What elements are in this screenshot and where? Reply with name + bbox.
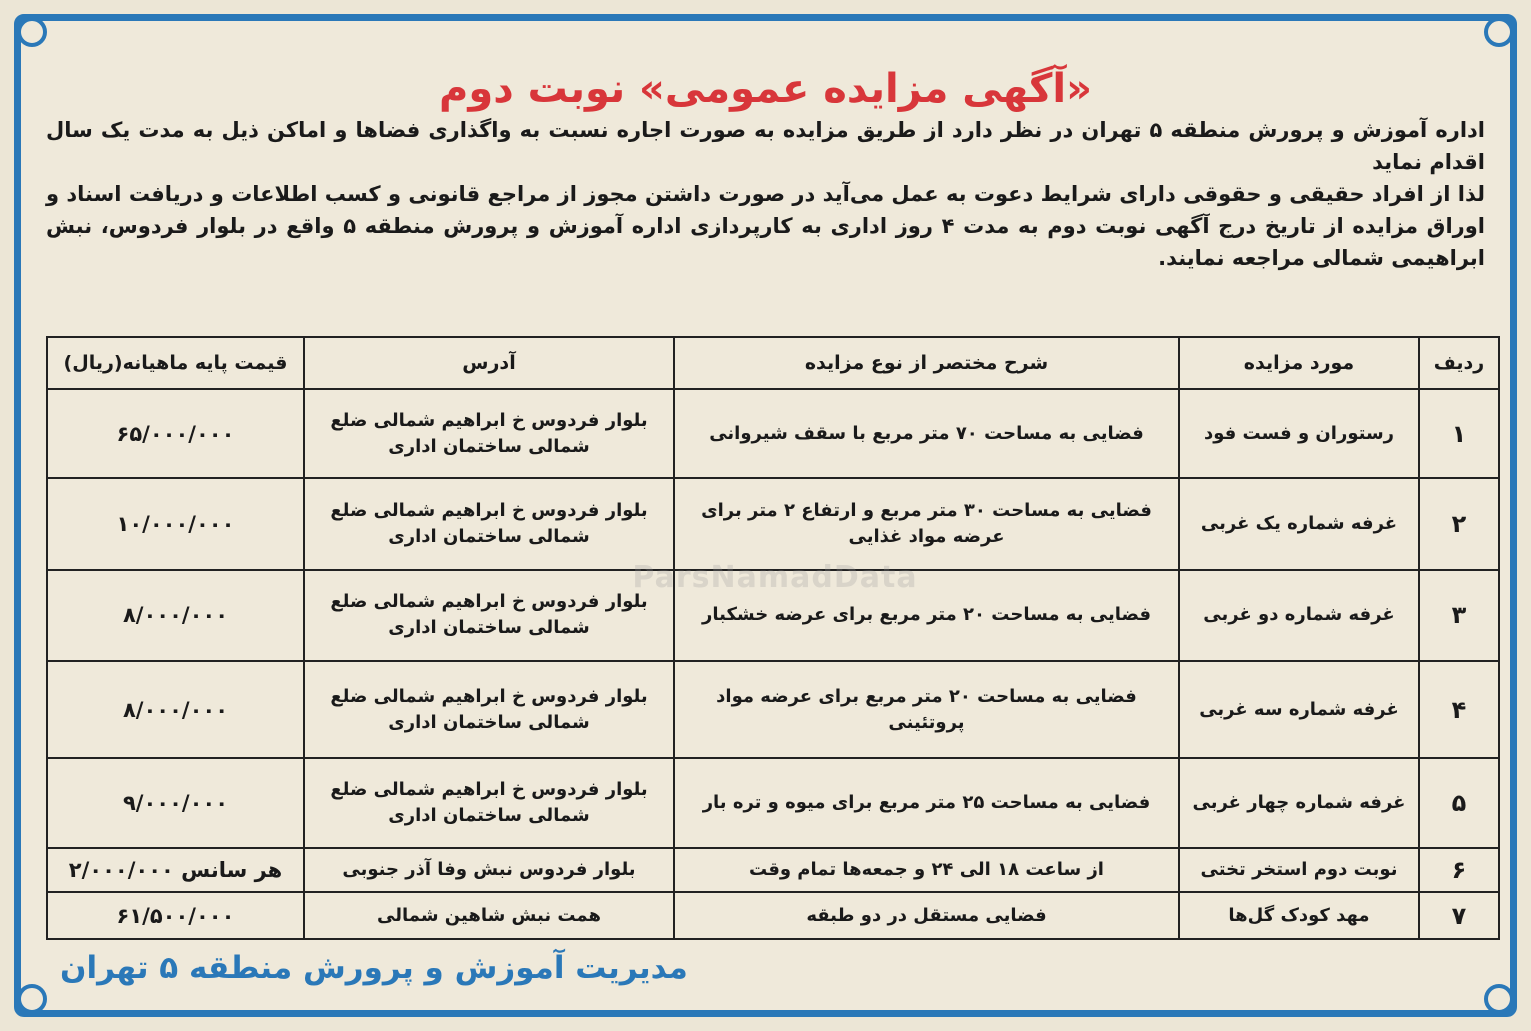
cell-address: همت نبش شاهین شمالی xyxy=(304,892,674,939)
cell-address: بلوار فردوس خ ابراهیم شمالی ضلع شمالی ساختمان اداری xyxy=(304,661,674,759)
table-row xyxy=(47,389,1499,478)
cell-description: فضایی به مساحت ۳۰ متر مربع و ارتفاع ۲ متر برای عرضه مواد غذایی xyxy=(674,478,1179,569)
cell-address: بلوار فردوس خ ابراهیم شمالی ضلع شمالی ساختمان اداری xyxy=(304,478,674,569)
cell-subject: غرفه شماره یک غربی xyxy=(1179,478,1419,569)
cell-price: ۱۰/۰۰۰/۰۰۰ xyxy=(47,478,304,569)
issuer-signature: مدیریت آموزش و پرورش منطقه ۵ تهران xyxy=(60,950,688,986)
frame-corner-ornament xyxy=(17,984,47,1014)
header-price: قیمت پایه ماهیانه(ریال) xyxy=(47,337,304,389)
table-row xyxy=(47,892,1499,939)
cell-price: ۹/۰۰۰/۰۰۰ xyxy=(47,758,304,847)
cell-subject: غرفه شماره دو غربی xyxy=(1179,570,1419,661)
table-row xyxy=(47,758,1499,847)
cell-price: ۶۵/۰۰۰/۰۰۰ xyxy=(47,389,304,478)
cell-subject: نوبت دوم استخر تختی xyxy=(1179,848,1419,893)
cell-description: فضایی به مساحت ۲۵ متر مربع برای میوه و تره بار xyxy=(674,758,1179,847)
cell-price: ۸/۰۰۰/۰۰۰ xyxy=(47,661,304,759)
cell-description: فضایی مستقل در دو طبقه xyxy=(674,892,1179,939)
intro-paragraph-2: لذا از افراد حقیقی و حقوقی دارای شرایط دعوت به عمل می‌آید در صورت داشتن مجوز از مراجع قانونی و کسب اطلاعات و دریافت اسناد و اوراق مزایده از تاریخ درج آگهی نوبت دوم به مدت ۴ روز اداری به کارپردازی اداره آموزش و پرورش منطقه ۵ واقع در بلوار فردوس، نبش ابراهیمی شمالی مراجعه نمایند. xyxy=(46,182,1485,270)
cell-address: بلوار فردوس نبش وفا آذر جنوبی xyxy=(304,848,674,893)
notice-intro xyxy=(46,114,1485,274)
cell-address: بلوار فردوس خ ابراهیم شمالی ضلع شمالی ساختمان اداری xyxy=(304,389,674,478)
cell-row-number: ۴ xyxy=(1419,661,1499,759)
cell-subject: غرفه شماره سه غربی xyxy=(1179,661,1419,759)
table-row xyxy=(47,570,1499,661)
cell-description: از ساعت ۱۸ الی ۲۴ و جمعه‌ها تمام وقت xyxy=(674,848,1179,893)
cell-row-number: ۳ xyxy=(1419,570,1499,661)
cell-row-number: ۱ xyxy=(1419,389,1499,478)
table-row xyxy=(47,661,1499,759)
header-description: شرح مختصر از نوع مزایده xyxy=(674,337,1179,389)
cell-row-number: ۷ xyxy=(1419,892,1499,939)
cell-row-number: ۵ xyxy=(1419,758,1499,847)
header-subject: مورد مزایده xyxy=(1179,337,1419,389)
frame-corner-ornament xyxy=(17,17,47,47)
header-row-number: ردیف xyxy=(1419,337,1499,389)
cell-address: بلوار فردوس خ ابراهیم شمالی ضلع شمالی ساختمان اداری xyxy=(304,758,674,847)
cell-price: ۸/۰۰۰/۰۰۰ xyxy=(47,570,304,661)
cell-price: ۶۱/۵۰۰/۰۰۰ xyxy=(47,892,304,939)
intro-paragraph-1: اداره آموزش و پرورش منطقه ۵ تهران در نظر دارد از طریق مزایده به صورت اجاره نسبت به واگذاری فضاها و اماکن ذیل به مدت یک سال اقدام نماید xyxy=(46,118,1485,174)
cell-description: فضایی به مساحت ۷۰ متر مربع با سقف شیروانی xyxy=(674,389,1179,478)
cell-subject: رستوران و فست فود xyxy=(1179,389,1419,478)
cell-address: بلوار فردوس خ ابراهیم شمالی ضلع شمالی ساختمان اداری xyxy=(304,570,674,661)
cell-description: فضایی به مساحت ۲۰ متر مربع برای عرضه خشکبار xyxy=(674,570,1179,661)
table-row xyxy=(47,848,1499,893)
frame-corner-ornament xyxy=(1484,984,1514,1014)
cell-row-number: ۶ xyxy=(1419,848,1499,893)
table-row xyxy=(47,478,1499,569)
header-address: آدرس xyxy=(304,337,674,389)
auction-table xyxy=(46,336,1500,940)
cell-row-number: ۲ xyxy=(1419,478,1499,569)
cell-description: فضایی به مساحت ۲۰ متر مربع برای عرضه مواد پروتئینی xyxy=(674,661,1179,759)
notice-title: «آگهی مزایده عمومی» نوبت دوم xyxy=(439,66,1092,112)
table-header-row xyxy=(47,337,1499,389)
cell-subject: غرفه شماره چهار غربی xyxy=(1179,758,1419,847)
cell-price: هر سانس ۲/۰۰۰/۰۰۰ xyxy=(47,848,304,893)
frame-corner-ornament xyxy=(1484,17,1514,47)
cell-subject: مهد کودک گل‌ها xyxy=(1179,892,1419,939)
watermark-text: ParsNamadData xyxy=(632,560,918,595)
